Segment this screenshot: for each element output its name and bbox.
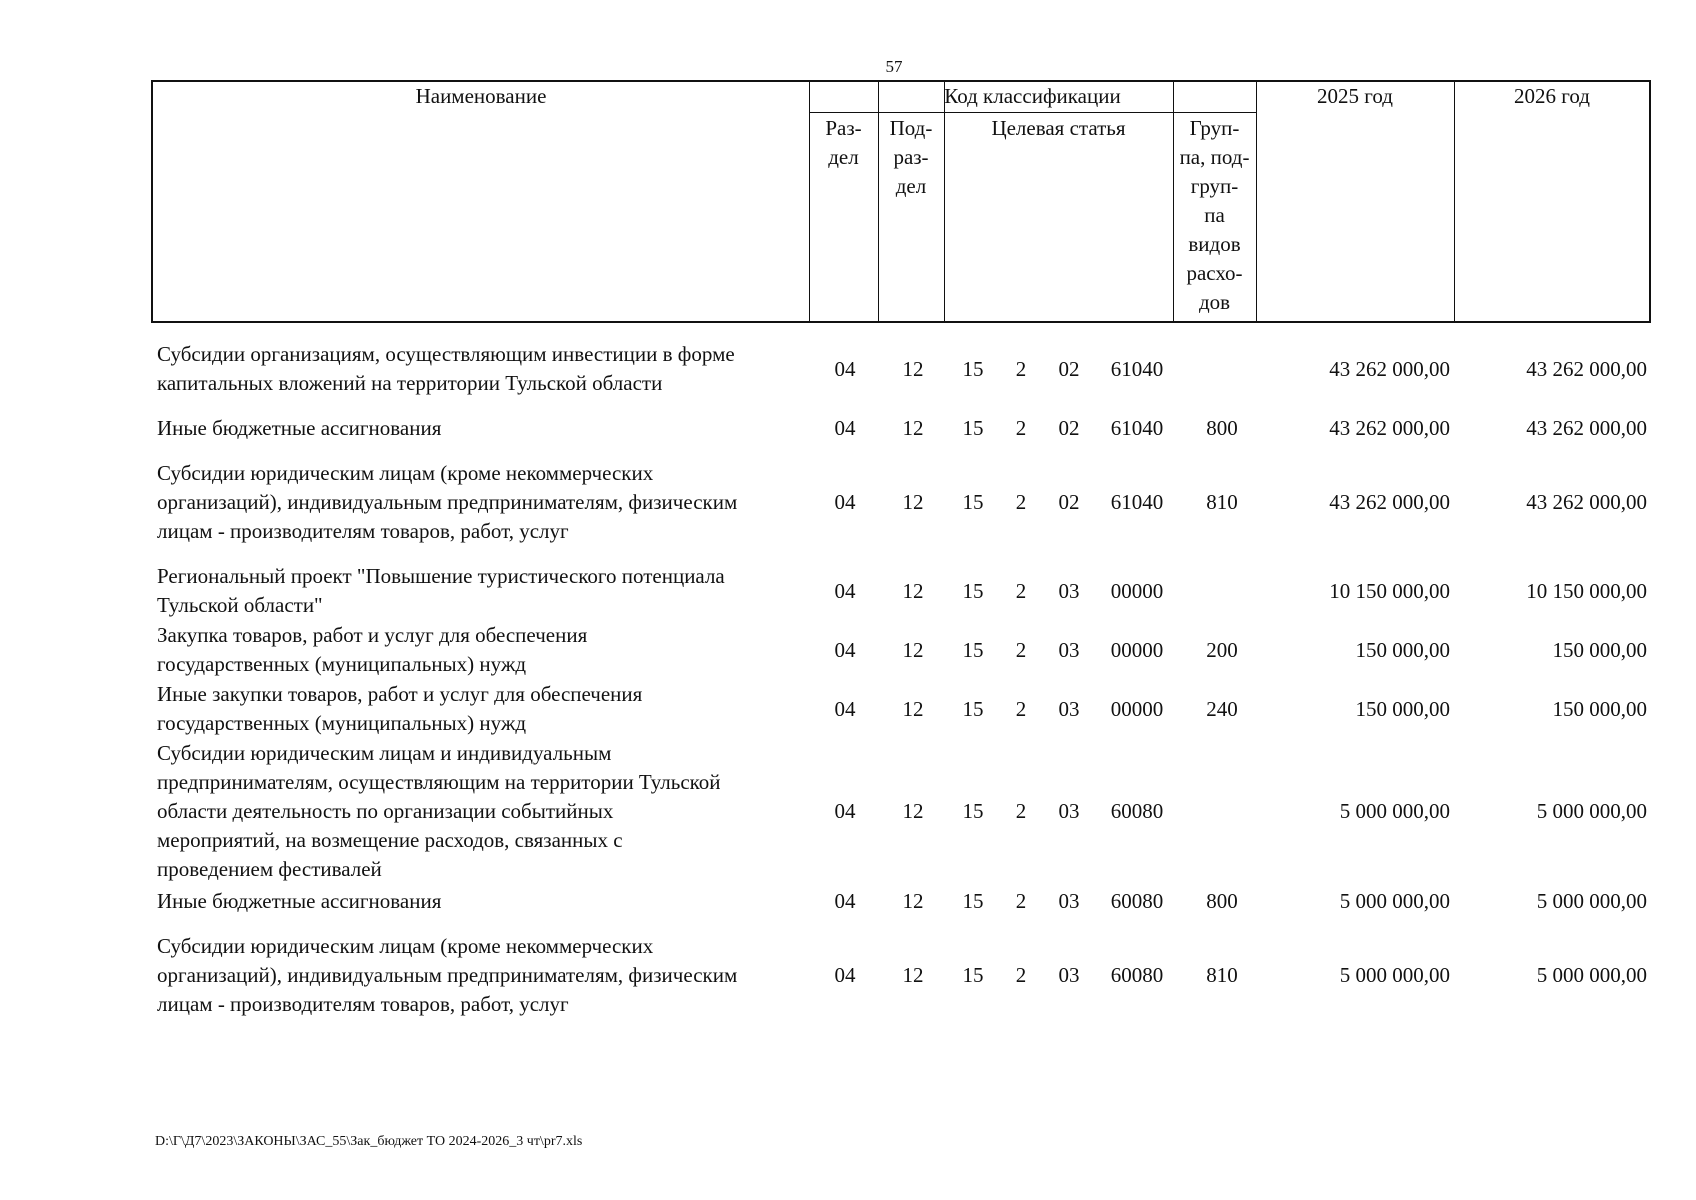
row-amount-2025: 5 000 000,00 [1339, 889, 1450, 913]
row-target-2: 2 [1015, 697, 1027, 721]
row-podrazdel: 12 [902, 799, 924, 823]
row-razdel: 04 [834, 889, 856, 913]
row-amount-2026: 150 000,00 [1552, 697, 1647, 721]
row-target-1: 15 [962, 357, 984, 381]
row-podrazdel: 12 [902, 416, 924, 440]
row-razdel: 04 [834, 963, 856, 987]
row-target-3: 03 [1058, 963, 1080, 987]
row-amount-2025: 43 262 000,00 [1329, 357, 1450, 381]
row-target-2: 2 [1015, 416, 1027, 440]
row-expense-group: 810 [1206, 490, 1238, 514]
row-target-2: 2 [1015, 799, 1027, 823]
row-target-4: 61040 [1110, 357, 1164, 381]
header-name: Наименование [415, 84, 547, 108]
row-razdel: 04 [834, 638, 856, 662]
row-amount-2026: 43 262 000,00 [1526, 490, 1647, 514]
row-target-4: 00000 [1110, 697, 1164, 721]
row-target-3: 03 [1058, 579, 1080, 603]
header-razdel: Раз- дел [825, 116, 862, 169]
row-target-1: 15 [962, 963, 984, 987]
row-target-3: 02 [1058, 357, 1080, 381]
row-amount-2025: 43 262 000,00 [1329, 416, 1450, 440]
table-header [151, 80, 1651, 323]
header-year-2025: 2025 год [1317, 84, 1393, 108]
row-target-3: 03 [1058, 697, 1080, 721]
row-target-2: 2 [1015, 357, 1027, 381]
row-target-4: 61040 [1110, 416, 1164, 440]
row-expense-group: 800 [1206, 889, 1238, 913]
row-razdel: 04 [834, 697, 856, 721]
row-amount-2025: 10 150 000,00 [1329, 579, 1450, 603]
row-target-3: 03 [1058, 638, 1080, 662]
row-name: Субсидии юридическим лицам (кроме некоммерческих организаций), индивидуальным предпринимателям, физическим лицам - производителям товаров, работ, услуг [157, 934, 738, 1016]
row-name: Субсидии организациям, осуществляющим инвестиции в форме капитальных вложений на территории Тульской области [157, 342, 735, 395]
row-amount-2026: 150 000,00 [1552, 638, 1647, 662]
row-expense-group: 240 [1206, 697, 1238, 721]
header-code: Код классификации [944, 84, 1121, 108]
row-expense-group: 800 [1206, 416, 1238, 440]
row-amount-2026: 43 262 000,00 [1526, 416, 1647, 440]
row-amount-2025: 150 000,00 [1355, 638, 1450, 662]
row-target-1: 15 [962, 889, 984, 913]
row-target-1: 15 [962, 490, 984, 514]
row-target-4: 60080 [1110, 799, 1164, 823]
row-name: Субсидии юридическим лицам (кроме некоммерческих организаций), индивидуальным предпринимателям, физическим лицам - производителям товаров, работ, услуг [157, 461, 738, 543]
row-target-2: 2 [1015, 579, 1027, 603]
row-amount-2026: 43 262 000,00 [1526, 357, 1647, 381]
row-amount-2026: 5 000 000,00 [1536, 963, 1647, 987]
row-target-4: 00000 [1110, 638, 1164, 662]
row-razdel: 04 [834, 490, 856, 514]
row-podrazdel: 12 [902, 889, 924, 913]
header-expense-group: Груп- па, под- груп- па видов расхо- дов [1179, 116, 1250, 314]
row-amount-2026: 10 150 000,00 [1526, 579, 1647, 603]
row-name: Иные бюджетные ассигнования [157, 889, 442, 913]
row-razdel: 04 [834, 579, 856, 603]
row-expense-group: 810 [1206, 963, 1238, 987]
row-target-2: 2 [1015, 638, 1027, 662]
row-podrazdel: 12 [902, 579, 924, 603]
row-name: Субсидии юридическим лицам и индивидуальным предпринимателям, осуществляющим на территории Тульской области деятельность по организации событийных мероприятий, на возмещение расходов, связанных с проведением фестивалей [157, 741, 721, 881]
row-razdel: 04 [834, 416, 856, 440]
header-podrazdel: Под- раз- дел [889, 116, 933, 198]
row-target-1: 15 [962, 579, 984, 603]
row-amount-2026: 5 000 000,00 [1536, 889, 1647, 913]
row-amount-2025: 150 000,00 [1355, 697, 1450, 721]
row-target-4: 61040 [1110, 490, 1164, 514]
row-podrazdel: 12 [902, 638, 924, 662]
row-amount-2025: 43 262 000,00 [1329, 490, 1450, 514]
row-expense-group: 200 [1206, 638, 1238, 662]
row-target-4: 60080 [1110, 889, 1164, 913]
row-amount-2025: 5 000 000,00 [1339, 963, 1450, 987]
row-podrazdel: 12 [902, 963, 924, 987]
file-path-footer: D:\Г\Д7\2023\ЗАКОНЫ\ЗАС_55\Зак_бюджет ТО 2024-2026_3 чт\pr7.xls [155, 1134, 583, 1149]
row-target-2: 2 [1015, 889, 1027, 913]
row-name: Закупка товаров, работ и услуг для обеспечения государственных (муниципальных) нужд [157, 623, 588, 676]
row-target-2: 2 [1015, 490, 1027, 514]
row-name: Иные закупки товаров, работ и услуг для обеспечения государственных (муниципальных) нужд [157, 682, 643, 735]
row-razdel: 04 [834, 799, 856, 823]
row-target-4: 60080 [1110, 963, 1164, 987]
header-year-2026: 2026 год [1514, 84, 1590, 108]
page-number: 57 [885, 57, 903, 76]
row-target-3: 03 [1058, 889, 1080, 913]
row-podrazdel: 12 [902, 490, 924, 514]
header-target-article: Целевая статья [991, 116, 1126, 140]
row-target-1: 15 [962, 799, 984, 823]
row-target-3: 02 [1058, 416, 1080, 440]
row-podrazdel: 12 [902, 357, 924, 381]
row-target-2: 2 [1015, 963, 1027, 987]
row-target-1: 15 [962, 697, 984, 721]
row-target-1: 15 [962, 416, 984, 440]
row-target-1: 15 [962, 638, 984, 662]
row-podrazdel: 12 [902, 697, 924, 721]
row-target-3: 02 [1058, 490, 1080, 514]
row-razdel: 04 [834, 357, 856, 381]
row-amount-2025: 5 000 000,00 [1339, 799, 1450, 823]
row-name: Иные бюджетные ассигнования [157, 416, 442, 440]
row-target-4: 00000 [1110, 579, 1164, 603]
row-name: Региональный проект "Повышение туристического потенциала Тульской области" [157, 564, 725, 617]
row-target-3: 03 [1058, 799, 1080, 823]
row-amount-2026: 5 000 000,00 [1536, 799, 1647, 823]
